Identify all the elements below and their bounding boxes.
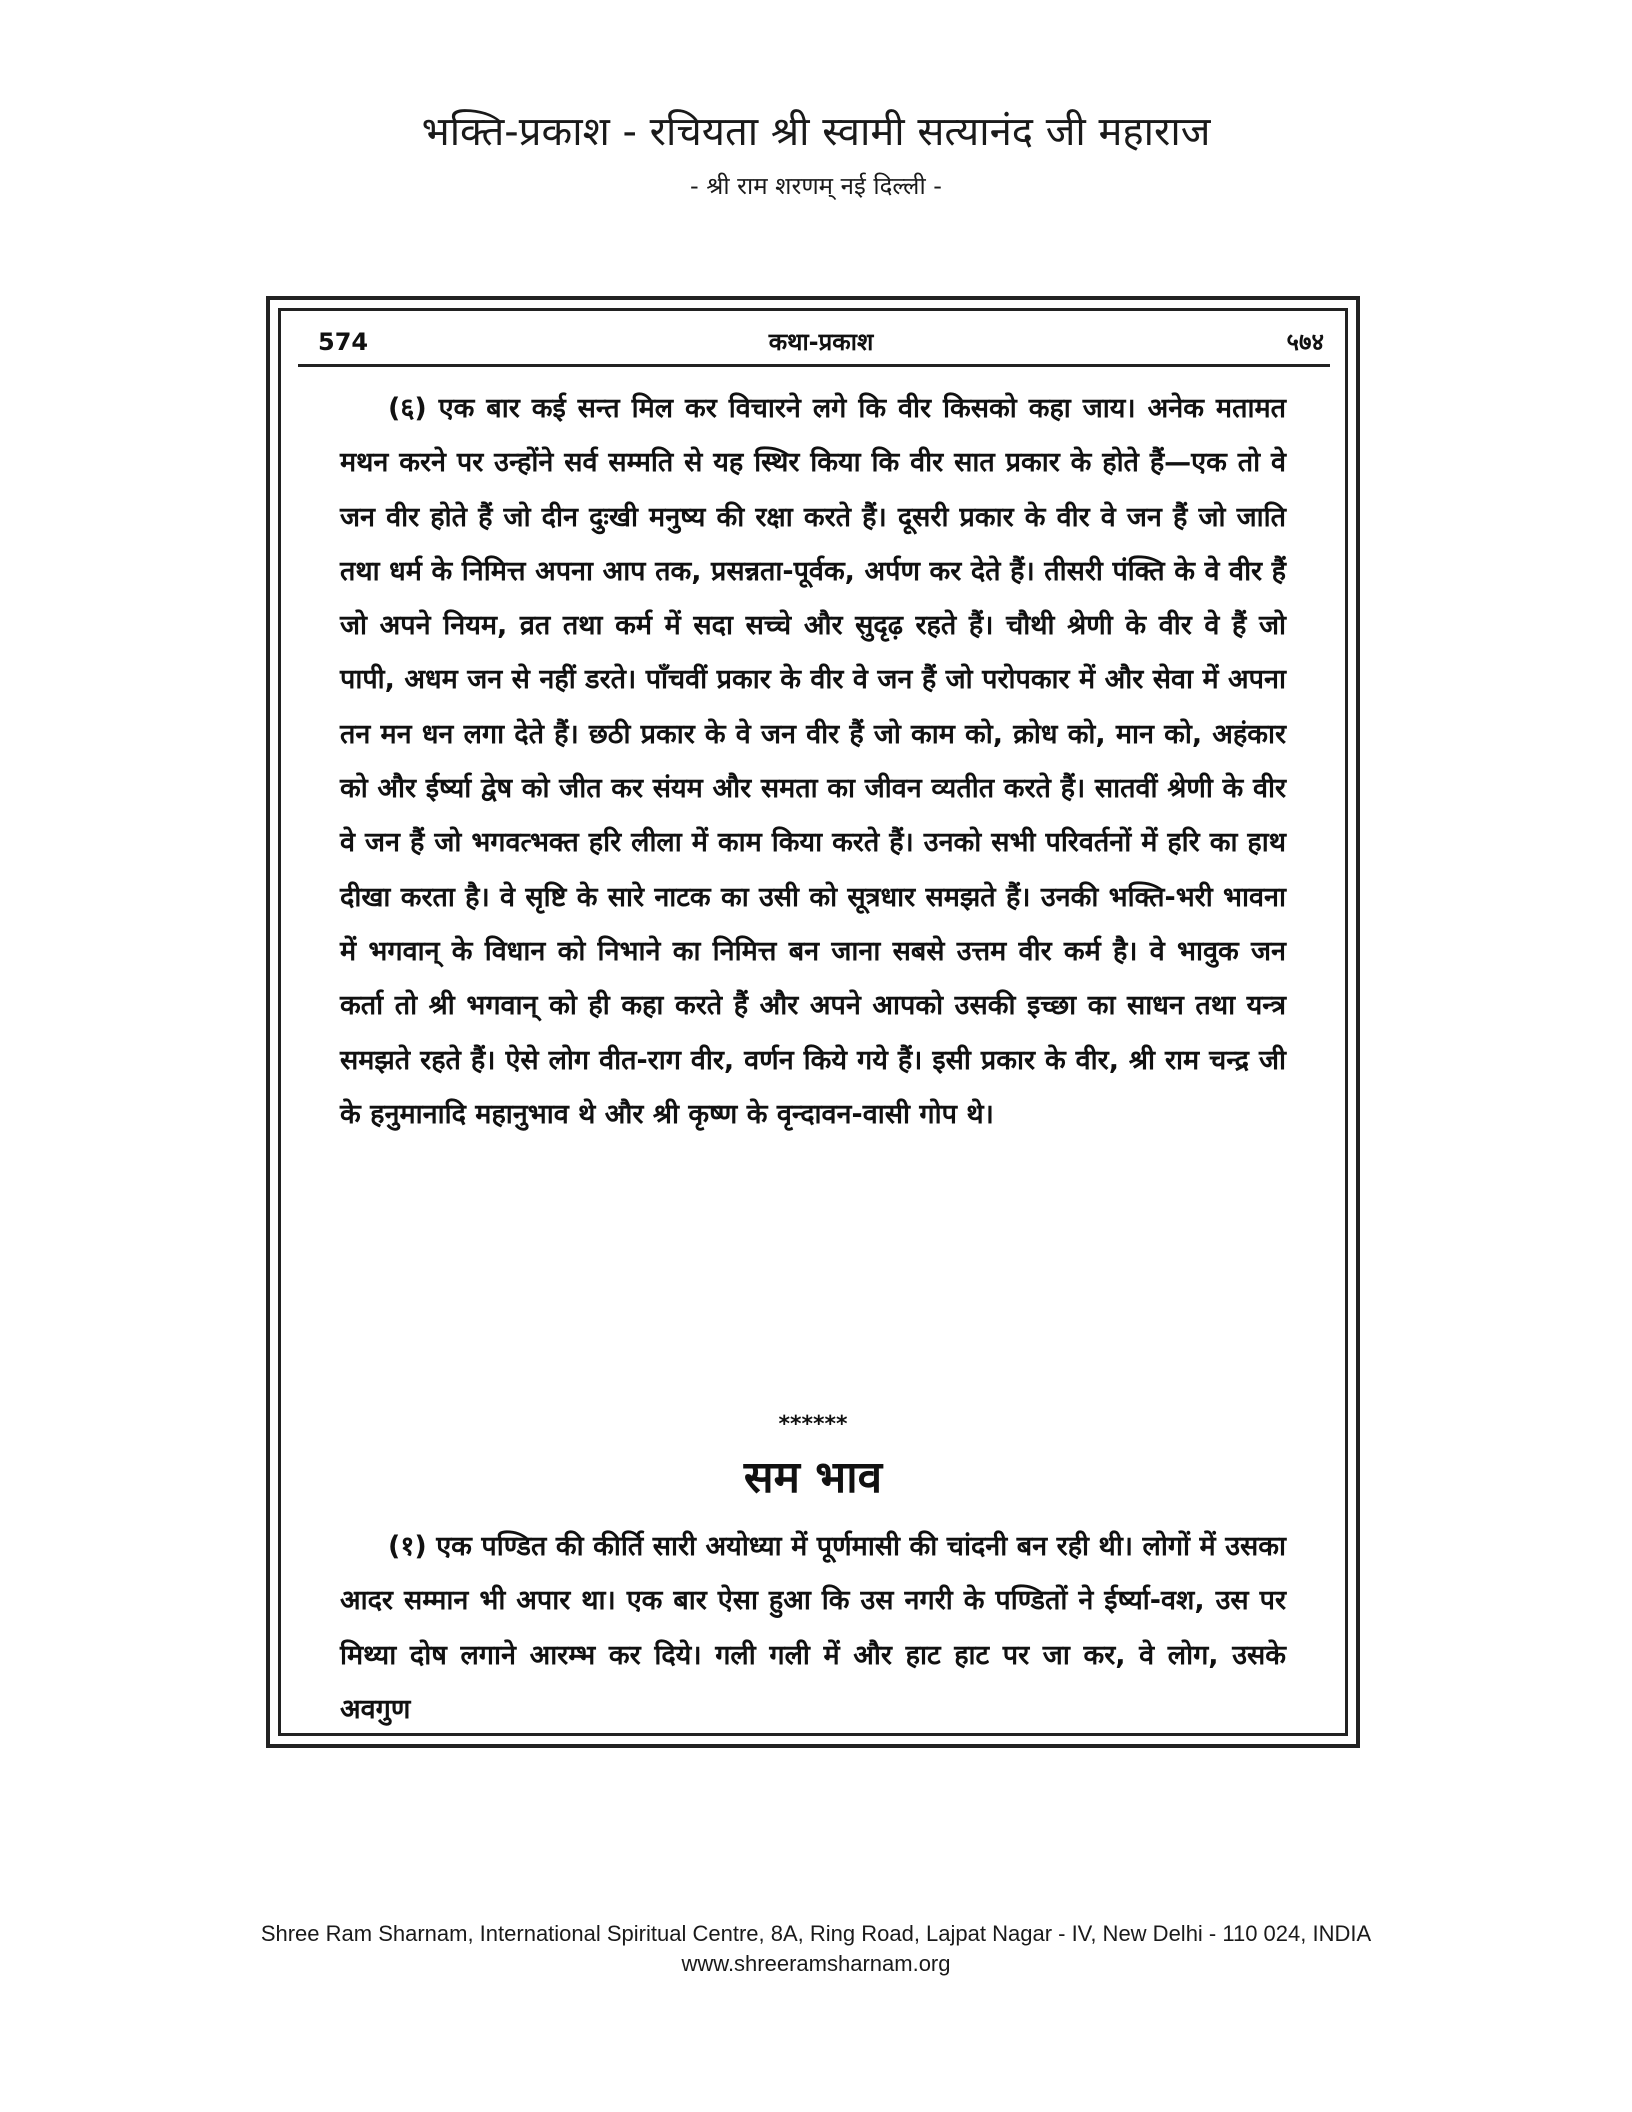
running-title: कथा-प्रकाश <box>768 328 874 356</box>
document-header-subtitle: - श्री राम शरणम् नई दिल्ली - <box>690 172 942 200</box>
page-number-arabic: 574 <box>318 328 369 356</box>
footer-address: Shree Ram Sharnam, International Spiritual Centre, 8A, Ring Road, Lajpat Nagar - IV, New Delhi - 110 024, INDIA <box>260 1921 1372 1946</box>
footer-website[interactable]: www.shreeramsharnam.org <box>681 1951 951 1976</box>
header-rule <box>298 364 1330 367</box>
section-title: सम भाव <box>743 1452 883 1503</box>
paragraph-sam-bhav: (१) एक पण्डित की कीर्ति सारी अयोध्या में पूर्णमासी की चांदनी बन रही थी। लोगों में उसका आदर सम्मान भी अपार था। एक बार ऐसा हुआ कि उस नगरी के पण्डितों ने ईर्ष्या-वश, उस पर मिथ्या दोष लगाने आरम्भ कर दिये। गली गली में और हाट हाट पर जा कर, वे लोग, उसके अवगुण <box>340 1531 1286 1725</box>
section-separator: ****** <box>778 1412 848 1437</box>
document-header-title: भक्ति-प्रकाश - रचियता श्री स्वामी सत्यानंद जी महाराज <box>421 109 1211 155</box>
running-header <box>318 318 1324 366</box>
paragraph-veer: (६) एक बार कई सन्त मिल कर विचारने लगे कि वीर किसको कहा जाय। अनेक मतामत मथन करने पर उन्होंने सर्व सम्मति से यह स्थिर किया कि वीर सात प्रकार के होते हैं—एक तो वे जन वीर होते हैं जो दीन दुःखी मनुष्य की रक्षा करते हैं। दूसरी प्रकार के वीर वे जन हैं जो जाति तथा धर्म के निमित्त अपना आप तक, प्रसन्नता-पूर्वक, अर्पण कर देते हैं। तीसरी पंक्ति के वे वीर हैं जो अपने नियम, व्रत तथा कर्म में सदा सच्चे और सुदृढ़ रहते हैं। चौथी श्रेणी के वीर वे हैं जो पापी, अधम जन से नहीं डरते। पाँचवीं प्रकार के वीर वे जन हैं जो परोपकार में और सेवा में अपना तन मन धन लगा देते हैं। छठी प्रकार के वे जन वीर हैं जो काम को, क्रोध को, मान को, अहंकार को और ईर्ष्या द्वेष को जीत कर संयम और समता का जीवन व्यतीत करते हैं। सातवीं श्रेणी के वीर वे जन हैं जो भगवत्भक्त हरि लीला में काम किया करते हैं। उनको सभी परिवर्तनों में हरि का हाथ दीखा करता है। वे सृष्टि के सारे नाटक का उसी को सूत्रधार समझते हैं। उनकी भक्ति-भरी भावना में भगवान् के विधान को निभाने का निमित्त बन जाना सबसे उत्तम वीर कर्म है। वे भावुक जन कर्ता तो श्री भगवान् को ही कहा करते हैं और अपने आपको उसकी इच्छा का साधन तथा यन्त्र समझते रहते हैं। ऐसे लोग वीत-राग वीर, वर्णन किये गये हैं। इसी प्रकार के वीर, श्री राम चन्द्र जी के हनुमानादि महानुभाव थे और श्री कृष्ण के वृन्दावन-वासी गोप थे। <box>340 393 1286 1130</box>
page-number-devanagari: ५७४ <box>1286 328 1324 356</box>
